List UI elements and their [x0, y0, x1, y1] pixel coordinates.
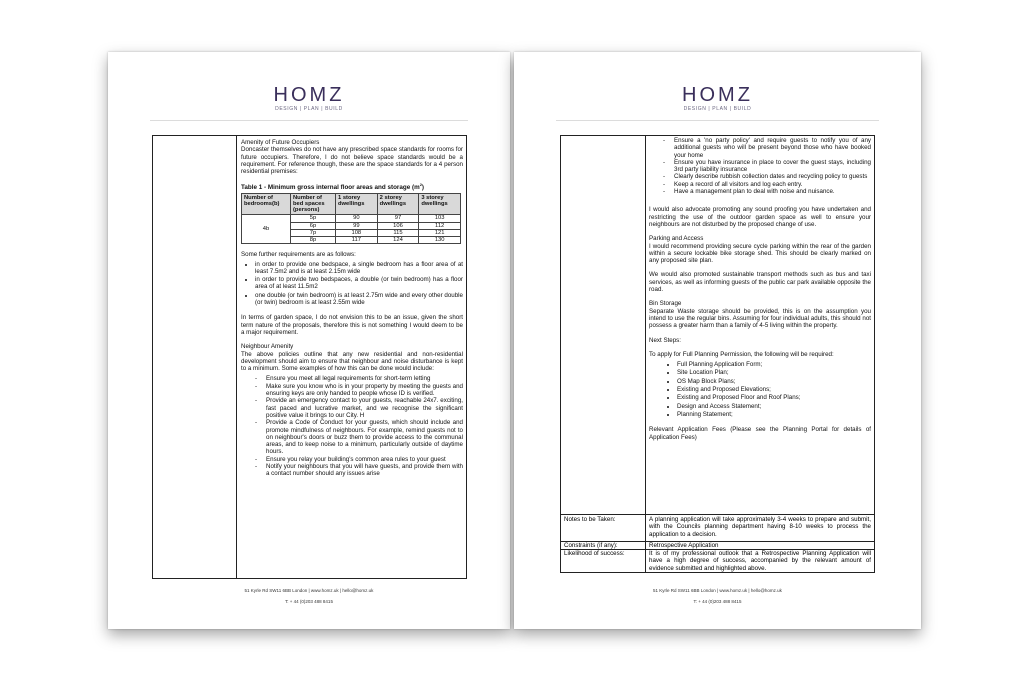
likelihood-label: Likelihood of success:	[564, 550, 625, 557]
list-item: - Ensure you have insurance in place to cover the guest stays, including 3rd party liability insurance	[649, 159, 871, 174]
parking-text: I would recommend providing secure cycle parking within the rear of the garden within a secure lockable bike storage shed. This should be clearly marked on any proposed site plan.	[649, 242, 871, 265]
table-cell: 115	[377, 229, 419, 236]
report-table-frame	[560, 135, 875, 573]
table-cell: 7p	[291, 229, 336, 236]
header-rule	[556, 120, 879, 121]
notes-text: A planning application will take approximately 3-4 weeks to prepare and submit, with the Councils planning department having 8-10 weeks to process the application to a decision.	[649, 516, 871, 538]
notes-label: Notes to be Taken:	[564, 516, 616, 523]
logo-tagline: DESIGN | PLAN | BUILD	[275, 106, 343, 112]
table-cell: 8p	[291, 237, 336, 244]
list-item: • Design and Access Statement;	[677, 403, 871, 410]
likelihood-text: It is of my professional outlook that a Retrospective Planning Application will have a high degree of success, accompanied by the relevant amount of evidence submitted and highlighted above.	[649, 550, 871, 572]
bedrooms-cell: 4b	[242, 215, 291, 244]
header-bed-spaces: Number of bed spaces (persons)	[291, 193, 336, 215]
table-cell: 90	[336, 215, 378, 222]
header-2-storey: 2 storey dwellings	[377, 193, 419, 215]
list-item: • Planning Statement;	[677, 411, 871, 418]
list-item: - Keep a record of all visitors and log each entry.	[649, 181, 871, 188]
report-table-frame	[152, 135, 467, 579]
table-row	[242, 215, 461, 222]
footer-phone: T: + 44 (0)203 488 8415	[285, 599, 333, 604]
notes-row	[561, 514, 874, 542]
neighbour-list-continued	[649, 137, 871, 195]
further-intro: Some further requirements are as follows:	[241, 251, 356, 259]
soundproof-text: I would also advocate promoting any sound proofing you have undertaken and restricting the use of the outdoor garden space as well to ensure your neighbours are not disturbed by the proposed change of use.	[649, 206, 871, 228]
table-cell: 5p	[291, 215, 336, 222]
bin-heading: Bin Storage	[649, 300, 682, 308]
list-item: - Have a management plan to deal with noise and nuisance.	[649, 188, 871, 195]
list-item: - Notify your neighbours that you will have guests, and provide them with a contact number should any issues arise	[241, 463, 463, 478]
footer-address: 51 Kyrle Rd SW11 6BB London | www.homz.uk | hello@homz.uk	[653, 588, 782, 593]
list-item: • Existing and Proposed Elevations;	[677, 386, 871, 393]
list-item: - Provide a Code of Conduct for your guests, which should include and promote mindfulness of neighbours. For example, remind guests not to on neighbour's doors or buzz them to provide access to the communal areas, and to keep noise to a minimum, particularly outside of daytime hours.	[241, 419, 463, 455]
homz-logo: HOMZ	[682, 84, 753, 106]
homz-logo: HOMZ	[273, 84, 345, 106]
space-standards-table	[241, 193, 461, 244]
application-items-list	[649, 361, 871, 418]
amenity-heading: Amenity of Future Occupiers	[241, 139, 320, 146]
document-page-left	[108, 52, 510, 629]
list-item: - Ensure a 'no party policy' and require guests to notify you of any additional guests who will be present beyond those who have booked your home	[649, 137, 871, 159]
constraints-label: Constraints (if any):	[564, 542, 618, 549]
header-1-storey: 1 storey dwellings	[336, 193, 378, 215]
list-item: • OS Map Block Plans;	[677, 378, 871, 385]
list-item: • Existing and Proposed Floor and Roof Plans;	[677, 394, 871, 401]
list-item: • Full Planning Application Form;	[677, 361, 871, 368]
neighbour-text: The above policies outline that any new residential and non-residential development should aim to ensure that neighbour and noise disturbance is kept to a minimum. Some examples of how this can be done would include:	[241, 350, 463, 373]
header-3-storey: 3 storey dwellings	[419, 193, 461, 215]
header-rule	[150, 120, 468, 121]
header-bedrooms: Number of bedrooms(b)	[242, 193, 291, 215]
footer-phone: T: + 44 (0)203 488 8415	[693, 599, 742, 604]
list-item: • in order to provide one bedspace, a single bedroom has a floor area of at least 7.5m2 and is at least 2.15m wide	[255, 261, 463, 276]
document-page-right	[514, 52, 921, 629]
table-cell: 97	[377, 215, 419, 222]
apply-text: To apply for Full Planning Permission, the following will be required:	[649, 350, 834, 358]
fees-text: Relevant Application Fees (Please see the Planning Portal for details of Application Fees)	[649, 426, 871, 441]
table-cell: 106	[377, 222, 419, 229]
parking-heading: Parking and Access	[649, 235, 704, 243]
list-item: - Ensure you meet all legal requirements for short-term letting	[241, 375, 463, 382]
list-item: - Ensure you relay your building's common area rules to your guest	[241, 456, 463, 463]
table-header-row	[242, 193, 461, 215]
report-content	[649, 137, 871, 441]
list-item: • Site Location Plan;	[677, 369, 871, 376]
table-cell: 117	[336, 237, 378, 244]
column-divider	[645, 136, 646, 572]
column-divider	[236, 136, 237, 578]
next-steps-heading: Next Steps:	[649, 336, 681, 344]
table-cell: 103	[419, 215, 461, 222]
logo-tagline: DESIGN | PLAN | BUILD	[683, 106, 752, 112]
report-content	[241, 139, 463, 478]
likelihood-row	[561, 549, 874, 573]
table-cell: 121	[419, 229, 461, 236]
neighbour-list	[241, 375, 463, 477]
table-cell: 130	[419, 237, 461, 244]
constraints-text: Retrospective Application	[649, 542, 719, 549]
table-cell: 108	[336, 229, 378, 236]
list-item: - Clearly describe rubbish collection dates and recycling policy to guests	[649, 173, 871, 180]
amenity-text: Doncaster themselves do not have any prescribed space standards for rooms for future occupiers. Therefore, I do not believe space standards would be a requirement. For reference though, these are the space standards for a 4 person residential premises:	[241, 146, 463, 176]
table-cell: 124	[377, 237, 419, 244]
table-cell: 99	[336, 222, 378, 229]
further-requirements-list	[241, 261, 463, 307]
table-cell: 112	[419, 222, 461, 229]
neighbour-heading: Neighbour Amenity	[241, 343, 294, 351]
list-item: - Provide an emergency contact to your guests, reachable 24x7. exciting, fast paced and lucrative market, and we recognise the significant positive value it brings to our City. H	[241, 397, 463, 419]
list-item: - Make sure you know who is in your property by meeting the guests and ensuring keys are only handed to people whose ID is verified.	[241, 383, 463, 398]
list-item: • in order to provide two bedspaces, a double (or twin bedroom) has a floor area of at least 11.5m2	[255, 276, 463, 291]
bin-text: Separate Waste storage should be provided, this is on the assumption you intend to use the regular bins. Assuming for four individual adults, this should not possess a greater harm than a family of 4-5 living within the property.	[649, 307, 871, 330]
footer-address: 51 Kyrle Rd SW11 6BB London | www.homz.uk | hello@homz.uk	[244, 588, 374, 593]
table-cell: 6p	[291, 222, 336, 229]
garden-text: In terms of garden space, I do not envision this to be an issue, given the short term nature of the proposals, therefore this is not something I would deem to be a major requirement.	[241, 314, 463, 336]
table-title: Table 1 - Minimum gross internal floor areas and storage $(m^2)$	[241, 182, 425, 192]
transport-text: We would also promoted sustainable transport methods such as bus and taxi services, as well as informing guests of the public car park available opposite the road.	[649, 271, 871, 294]
list-item: • one double (or twin bedroom) is at least 2.75m wide and every other double (or twin) bedroom is at least 2.55m wide	[255, 292, 463, 307]
